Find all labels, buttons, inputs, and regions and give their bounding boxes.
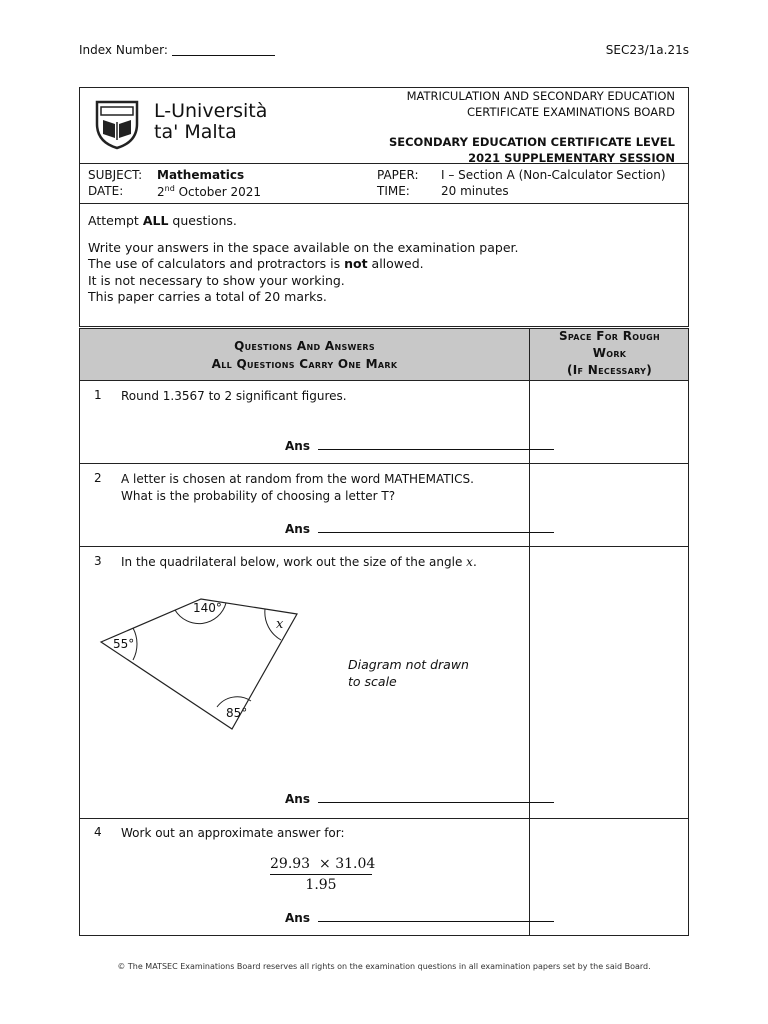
diagram-note: Diagram not drawn to scale	[348, 657, 469, 689]
board-info: MATRICULATION AND SECONDARY EDUCATION CERTIFICATE EXAMINATIONS BOARD SECONDARY EDUCATION CERTIFICATE LEVEL 2021 SUPPLEMENTARY SESSION	[388, 89, 675, 165]
question-3-number: 3	[94, 554, 102, 568]
question-4-text: Work out an approximate answer for:	[121, 826, 345, 840]
fraction-expression	[270, 856, 376, 893]
date-value: 2nd October 2021	[157, 184, 261, 199]
fraction-denominator: 1.95	[305, 877, 337, 893]
question-1-number: 1	[94, 388, 102, 402]
rough-work-1[interactable]	[530, 381, 688, 463]
question-3-text: In the quadrilateral below, work out the size of the angle x.	[121, 555, 477, 569]
instructions: Attempt ALL questions. Write your answers in the space available on the examination paper. The use of calculators and protractors is not allowed. It is not necessary to show your working. This paper carries a total of 20 marks.	[88, 213, 519, 304]
calculator-line: The use of calculators and protractors is not allowed.	[88, 256, 424, 271]
paper-code: SEC23/1a.21s	[605, 43, 689, 57]
rough-work-3[interactable]	[530, 547, 688, 818]
angle-55-label: 55°	[113, 637, 135, 651]
quadrilateral-shape	[101, 599, 297, 729]
table-header-right: Space For Rough Work (If Necessary)	[558, 329, 661, 377]
angle-140-label: 140°	[193, 601, 222, 615]
question-4-answer[interactable]: Ans	[285, 911, 554, 925]
subject-label: SUBJECT:	[88, 168, 143, 182]
question-4-number: 4	[94, 825, 102, 839]
time-value: 20 minutes	[441, 184, 509, 198]
attempt-line: Attempt ALL questions.	[88, 213, 237, 228]
university-name: L-Università ta' Malta	[154, 100, 268, 143]
subject-value: Mathematics	[157, 168, 245, 182]
paper-value: I – Section A (Non-Calculator Section)	[441, 168, 666, 182]
angle-85-label: 85°	[226, 706, 248, 720]
index-number-field[interactable]	[172, 43, 275, 56]
fraction-numerator: 29.93 × 31.04	[270, 856, 372, 875]
question-2-answer[interactable]: Ans	[285, 522, 554, 536]
angle-x-label: x	[276, 617, 284, 632]
rough-work-4[interactable]	[530, 819, 688, 935]
time-label: TIME:	[377, 184, 410, 198]
date-label: DATE:	[88, 184, 124, 198]
table-header-left: Questions And Answers All Questions Carry One Mark	[211, 339, 398, 371]
question-2-number: 2	[94, 471, 102, 485]
question-2-text: A letter is chosen at random from the word MATHEMATICS. What is the probability of choosing a letter T?	[121, 472, 474, 503]
question-3-answer[interactable]: Ans	[285, 792, 554, 806]
index-number-label: Index Number:	[79, 43, 168, 57]
university-crest	[91, 98, 143, 153]
rough-work-2[interactable]	[530, 464, 688, 546]
copyright-footer: © The MATSEC Examinations Board reserves all rights on the examination questions in all examination papers set by the said Board.	[117, 962, 651, 971]
question-1-answer[interactable]: Ans	[285, 439, 554, 453]
paper-label: PAPER:	[377, 168, 419, 182]
question-1-text: Round 1.3567 to 2 significant figures.	[121, 389, 347, 403]
